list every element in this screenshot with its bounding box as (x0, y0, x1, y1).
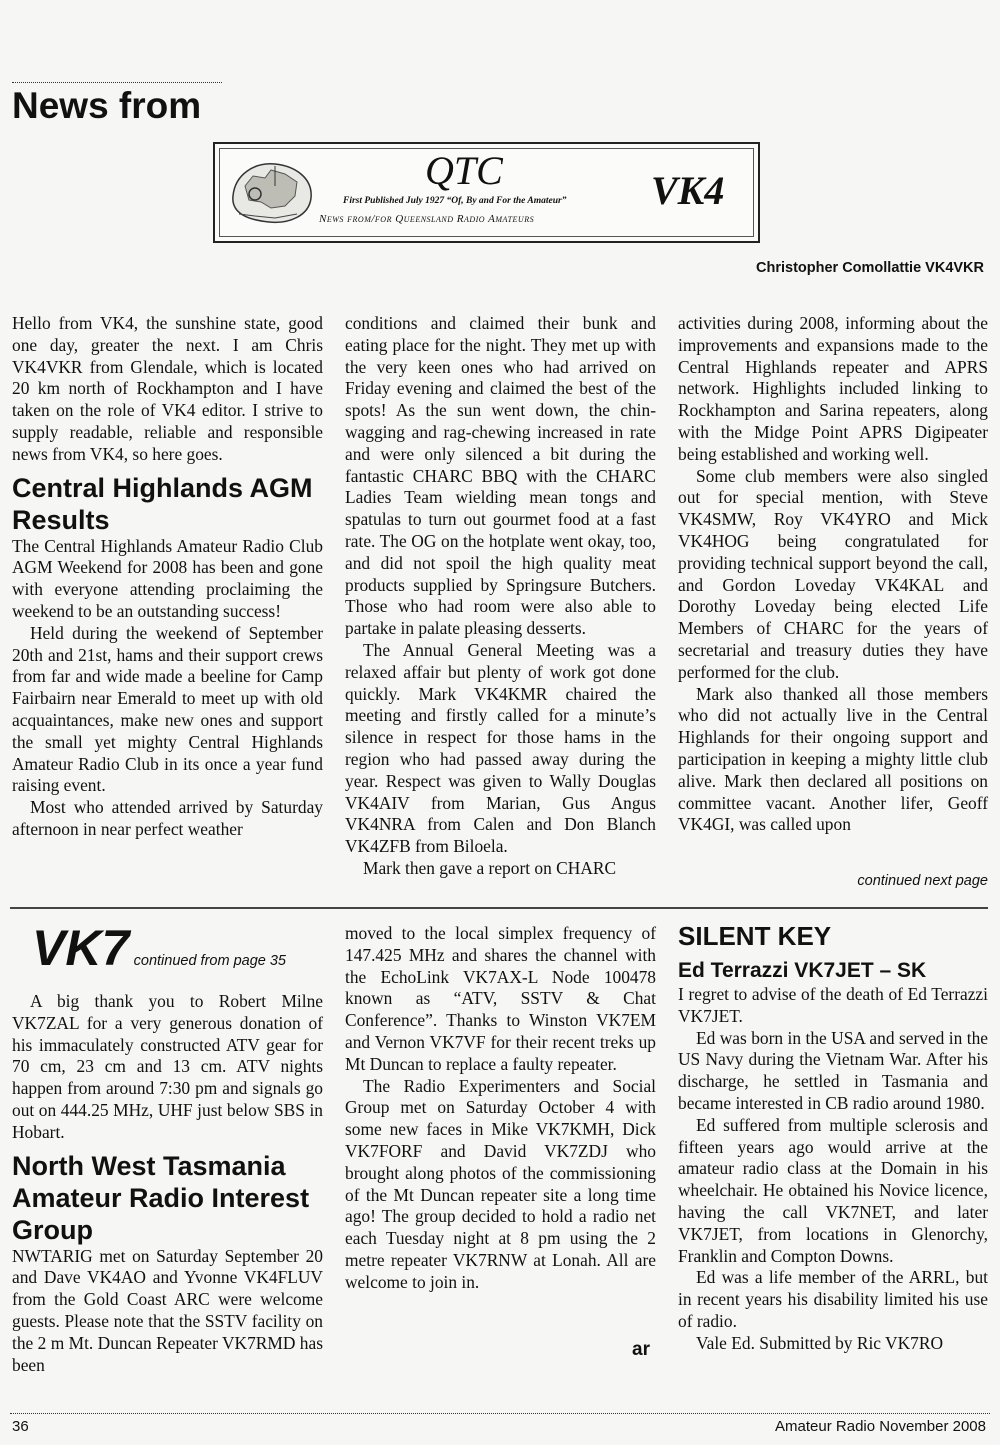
vk4-intro: Hello from VK4, the sunshine state, good one day, greater the next. I am Chris VK4VKR from Glendale, which is located 20 km north of Rockhampton and I have taken on the role of VK4 editor. I strive to supply readable, reliable and responsible news from VK4, so here goes. (12, 313, 323, 464)
nwtarig-heading: North West Tasmania Amateur Radio Interest Group (12, 1150, 310, 1245)
sk-para-4: Ed was a life member of the ARRL, but in recent years his disability limited his use of radio. (678, 1267, 988, 1331)
sk-para-1: I regret to advise of the death of Ed Terrazzi VK7JET. (678, 984, 988, 1026)
publication-name: Amateur Radio November 2008 (775, 1418, 986, 1435)
vk7-column-1 (12, 920, 323, 1376)
vk4-column-3 (678, 313, 988, 836)
silent-key-subtitle: Ed Terrazzi VK7JET – SK (678, 959, 927, 982)
vk7-continued-from: continued from page 35 (133, 953, 286, 969)
agm-para-1: The Central Highlands Amateur Radio Club AGM Weekend for 2008 has been and gone with everyone attending proclaiming the weekend to be an outstanding success! (12, 535, 323, 621)
qtc-subtitle: News from/for Queensland Radio Amateurs (319, 213, 535, 225)
end-mark: ar (632, 1339, 650, 1360)
col2-para-2: The Annual General Meeting was a relaxed affair but plenty of work got done quickly. Mark VK4KMR chaired the meeting and firstly called for a minute’s silence in respect for those hams in the region who had passed away during the year. Respect was given to Wally Douglas VK4AIV from Marian, Gus Angus VK4NRA from Calen and Don Blanch VK4ZFB from Biloela. (345, 639, 656, 857)
vk7-para-4: The Radio Experimenters and Social Group met on Saturday October 4 with some new faces in Mike VK7KMH, Dick VK7FORF and David VK7ZDJ who brought along photos of the commissioning of the Mt Duncan repeater site a long time ago! The group decided to hold a radio net each Tuesday night at 8 pm using the 2 metre repeater VK7RNW at Lonah. All are welcome to join in. (345, 1075, 656, 1292)
qtc-title: QTC (425, 148, 503, 193)
region-label: VK4 (651, 168, 725, 213)
silent-key-column (678, 920, 988, 1355)
sk-para-3: Ed suffered from multiple sclerosis and fifteen years ago would arrive at the amateur radio class at the Domain in his wheelchair. He obtained his Novice licence, having the call VK7NET, and later VK7JET, from locations in Glenorchy, Franklin and Compton Downs. (678, 1114, 988, 1266)
qtc-tagline: First Published July 1927 “Of, By and For the Amateur” (343, 196, 567, 206)
agm-para-2: Held during the weekend of September 20th and 21st, hams and their support crews from far and wide made a beeline for Camp Fairbairn near Emerald to meet up with old acquaintances, make new ones and support the small yet mighty Central Highlands Amateur Radio Club in its once a year fund raising event. (12, 622, 323, 796)
section-title: News from (12, 85, 202, 126)
sk-para-2: Ed was born in the USA and served in the US Navy during the Vietnam War. After his discharge, he settled in Tasmania and became interested in CB radio around 1980. (678, 1027, 988, 1113)
continued-next-page: continued next page (857, 873, 988, 889)
col3-para-2: Some club members were also singled out for special mention, with Steve VK4SMW, Roy VK4YRO and Mick VK4HOG being congratulated for providing technical support beyond the call, and Gordon Loveday VK4KAL and Dorothy Loveday being elected Life Members of CHARC for the years of secretarial and treasury duties they have performed for the club. (678, 465, 988, 682)
silent-key-title: SILENT KEY (678, 921, 832, 951)
col3-para-1: activities during 2008, informing about the improvements and expansions made to the Central Highlands repeater and APRS network. Highlights included linking to Rockhampton and Sarina repeaters, along with the Midge Point APRS Digipeater being established and working well. (678, 313, 988, 464)
vk7-para-1: A big thank you to Robert Milne VK7ZAL for a very generous donation of his immaculately constructed ATV gear for 70 cm, 23 cm and 13 cm. ATV nights happen from around 7:30 pm and signals go out on 444.25 MHz, UHF just below SBS in Hobart. (12, 991, 323, 1142)
section-divider (10, 907, 988, 909)
vk7-title: VK7 (32, 920, 130, 976)
vk7-column-2 (345, 923, 656, 1294)
col2-para-3: Mark then gave a report on CHARC (363, 857, 617, 878)
vk4-column-2 (345, 313, 656, 880)
header-rule (12, 82, 222, 83)
footer-rule (10, 1413, 990, 1414)
vk4-column-1 (12, 313, 323, 841)
qtc-logo-icon (225, 156, 320, 228)
vk7-para-2: NWTARIG met on Saturday September 20 and Dave VK4AO and Yvonne VK4FLUV from the Gold Coast ARC were welcome guests. Please note that the SSTV facility on the 2 m Mt. Duncan Repeater VK7RMD has been (12, 1245, 323, 1375)
sk-para-5: Vale Ed. Submitted by Ric VK7RO (696, 1332, 944, 1353)
col2-para-1: conditions and claimed their bunk and eating place for the night. They met up with the very keen ones who had arrived on Friday evening and claimed the best of the spots! As the sun went down, the chin-wagging and rag-chewing increased in rate and were only silenced a bit during the fantastic CHARC BBQ with the CHARC Ladies Team wielding mean tongs and spatulas to turn out gourmet food at a fast rate. The OG on the hotplate went okay, too, and did not spoil the high quality meat products supplied by Springsure Butchers. Those who had room were also able to partake in palate pleasing desserts. (345, 313, 656, 639)
vk7-para-3: moved to the local simplex frequency of 147.425 MHz and shares the channel with the EchoLink VK7AX-L Node 100478 known as “ATV, SSTV & Chat Conference”. Thanks to Winston VK7EM and Vernon VK7VF for their recent treks up Mt Duncan to replace a faulty repeater. (345, 923, 656, 1074)
qtc-banner (213, 142, 760, 243)
col3-para-3: Mark also thanked all those members who did not actually live in the Central Highlands for their ongoing support and participation in keeping a mighty little club alive. Mark then declared all positions on committee vacant. Another lifer, Geoff VK4GI, was called upon (678, 683, 988, 835)
page-number: 36 (12, 1418, 29, 1435)
agm-para-3: Most who attended arrived by Saturday afternoon in near perfect weather (12, 797, 323, 839)
agm-heading: Central Highlands AGM Results (12, 472, 313, 535)
byline: Christopher Comollattie VK4VKR (756, 260, 984, 276)
